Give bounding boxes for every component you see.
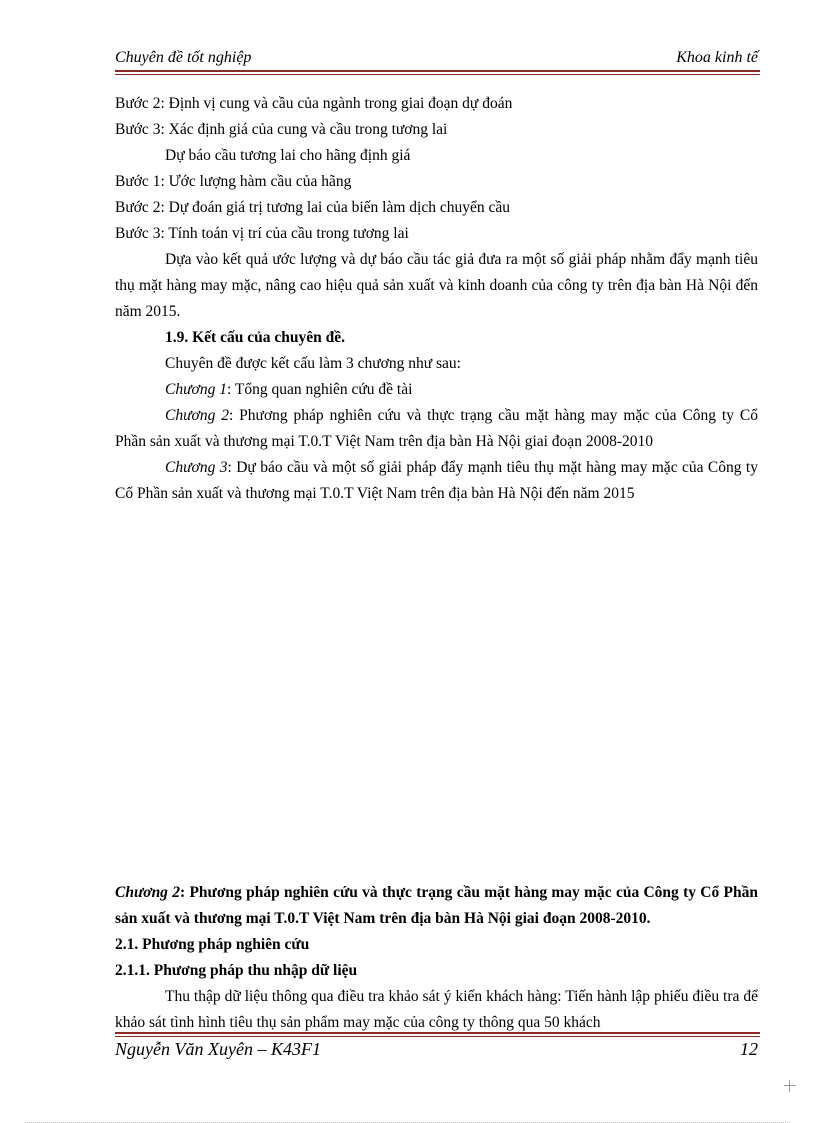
page-header (115, 48, 758, 68)
chapter-heading-label: Chương 2 (115, 884, 180, 901)
chapter-2-label: Chương 2 (165, 407, 229, 424)
header-right: Khoa kinh tế (676, 49, 758, 66)
section-2-1-heading: 2.1. Phương pháp nghiên cứu (115, 936, 310, 953)
page-footer (115, 1038, 758, 1060)
paragraph: Dựa vào kết quả ước lượng và dự báo cầu tác giả đưa ra một số giải pháp nhằm đẩy mạnh tiêu thụ mặt hàng may mặc, nâng cao hiệu quả sản xuất và kinh doanh của công ty trên địa bàn Hà Nội đến năm 2015. (115, 251, 758, 320)
footer-author: Nguyễn Văn Xuyên – K43F1 (115, 1039, 321, 1059)
footer-rule (115, 1032, 760, 1037)
header-rule (115, 70, 760, 75)
chapter-1-line (115, 377, 758, 403)
chapter-3-text: : Dự báo cầu và một số giải pháp đẩy mạnh tiêu thụ mặt hàng may mặc của Công ty Cổ Phần sản xuất và thương mại T.0.T Việt Nam trên địa bàn Hà Nội đến năm 2015 (115, 459, 758, 502)
chapter-heading (115, 880, 758, 932)
chapter-3-label: Chương 3 (165, 459, 228, 476)
chapter-3-line (115, 455, 758, 507)
chapter-2-text: : Phương pháp nghiên cứu và thực trạng cầu mặt hàng may mặc của Công ty Cổ Phần sản xuất và thương mại T.0.T Việt Nam trên địa bàn Hà Nội giai đoạn 2008-2010 (115, 407, 758, 450)
header-left: Chuyên đề tốt nghiệp (115, 49, 252, 66)
content-block-2 (115, 880, 758, 1036)
step-line: Bước 1: Ước lượng hàm cầu của hãng (115, 173, 352, 190)
section-2-1-1-heading: 2.1.1. Phương pháp thu nhập dữ liệu (115, 962, 358, 979)
subheading-line: Dự báo cầu tương lai cho hãng định giá (165, 147, 411, 164)
page-corner-mark (784, 1080, 796, 1092)
step-line: Bước 3: Xác định giá của cung và cầu trong tương lai (115, 121, 448, 138)
content-block-1 (115, 91, 758, 507)
step-line: Bước 2: Định vị cung và cầu của ngành trong giai đoạn dự đoán (115, 95, 513, 112)
chapter-heading-title: : Phương pháp nghiên cứu và thực trạng cầu mặt hàng may mặc của Công ty Cổ Phần sản xuất và thương mại T.0.T Việt Nam trên địa bàn Hà Nội giai đoạn 2008-2010. (115, 884, 759, 927)
section-heading: 1.9. Kết cấu của chuyên đề. (165, 329, 345, 346)
chapter-1-label: Chương 1 (165, 381, 227, 398)
intro-line: Chuyên đề được kết cấu làm 3 chương như sau: (165, 355, 461, 372)
paragraph: Thu thập dữ liệu thông qua điều tra khảo sát ý kiến khách hàng: Tiến hành lập phiếu điều tra để khảo sát tình hình tiêu thụ sản phẩm may mặc của công ty thông qua 50 khách (115, 988, 758, 1031)
page-number: 12 (740, 1039, 758, 1059)
chapter-2-line (115, 403, 758, 455)
step-line: Bước 3: Tính toán vị trí của cầu trong tương lai (115, 225, 409, 242)
step-line: Bước 2: Dự đoán giá trị tương lai của biến làm dịch chuyển cầu (115, 199, 510, 216)
chapter-1-text: : Tổng quan nghiên cứu đề tài (226, 381, 413, 398)
